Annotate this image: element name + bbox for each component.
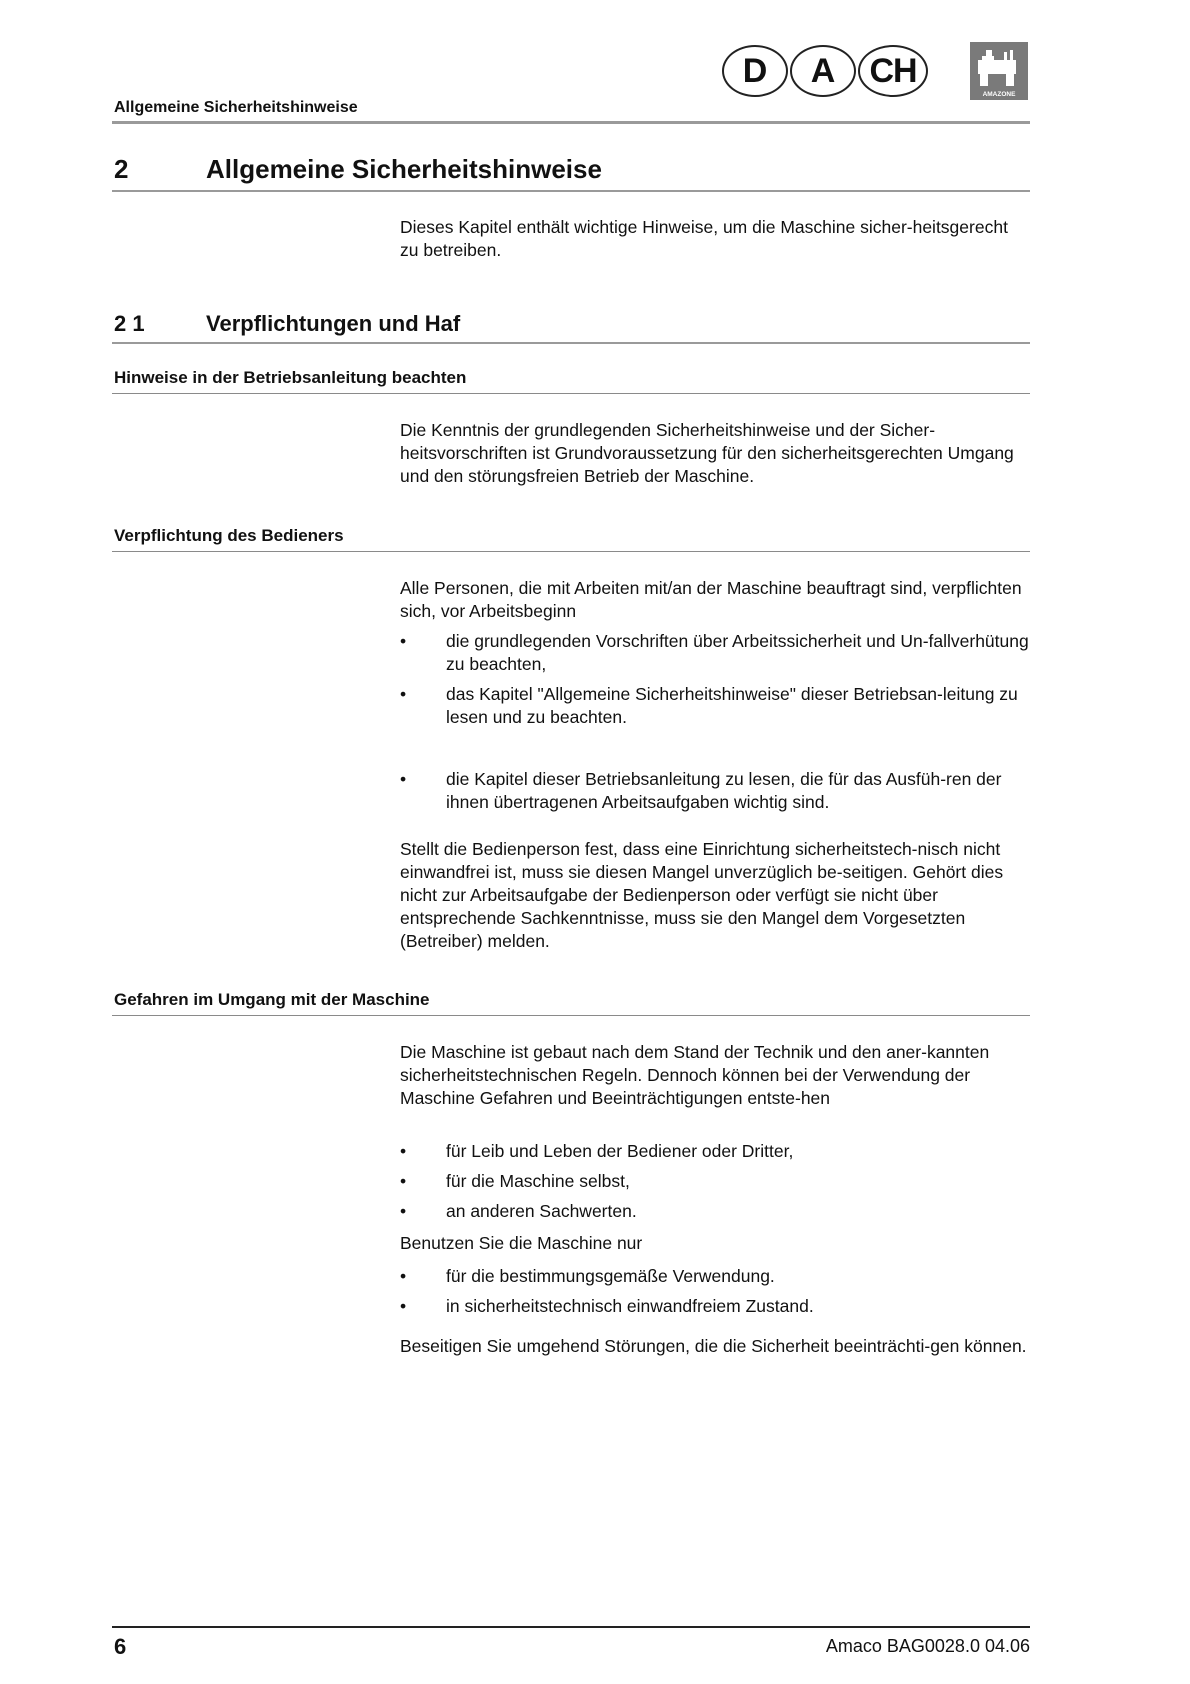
bullet-icon: • (400, 684, 407, 704)
country-badge-a: A (790, 45, 856, 97)
section-number: 2 1 (114, 311, 145, 336)
subsection-divider (112, 1015, 1030, 1016)
list-item: • die grundlegenden Vorschriften über Arbeitssicherheit und Un-fallverhütung zu beachten, (400, 631, 1029, 674)
chapter-heading (114, 154, 602, 185)
paragraph: Benutzen Sie die Maschine nur (400, 1233, 643, 1253)
bullet-icon: • (400, 1266, 407, 1286)
bullet-icon: • (400, 1201, 407, 1221)
amazone-logo (970, 42, 1028, 100)
paragraph: Alle Personen, die mit Arbeiten mit/an der Maschine beauftragt sind, verpflichten sich, vor Arbeitsbeginn (400, 578, 1022, 621)
bullet-list (400, 1140, 1030, 1230)
subsection-heading: Hinweise in der Betriebsanleitung beachten (114, 368, 467, 387)
chapter-number: 2 (114, 154, 129, 184)
page-number: 6 (114, 1634, 127, 1659)
chapter-divider (112, 190, 1030, 192)
footer-divider (112, 1626, 1030, 1628)
list-item: • die Kapitel dieser Betriebsanleitung zu lesen, die für das Ausfüh-ren der ihnen übertragenen Arbeitsaufgaben wichtig sind. (400, 769, 1002, 812)
bullet-icon: • (400, 1171, 407, 1191)
paragraph: Die Maschine ist gebaut nach dem Stand der Technik und den aner-kannten sicherheitstechnischen Regeln. Dennoch können bei der Verwendung der Maschine Gefahren und Beeinträchtigungen entste-hen (400, 1042, 990, 1108)
section-divider (112, 342, 1030, 344)
bullet-list (400, 1265, 1030, 1325)
header-divider (112, 121, 1030, 124)
country-badges (722, 45, 930, 97)
logo-text: AMAZONE (982, 91, 1016, 98)
list-item: • in sicherheitstechnisch einwandfreiem Zustand. (400, 1296, 814, 1316)
running-header-title: Allgemeine Sicherheitshinweise (114, 99, 358, 116)
section-title: Verpflichtungen und Haf (206, 311, 461, 336)
chapter-intro: Dieses Kapitel enthält wichtige Hinweise, um die Maschine sicher-heitsgerecht zu betreiben. (400, 217, 1008, 260)
list-item: • an anderen Sachwerten. (400, 1201, 637, 1221)
bullet-icon: • (400, 769, 407, 789)
bullet-list (400, 768, 1030, 821)
bullet-icon: • (400, 631, 407, 651)
paragraph: Beseitigen Sie umgehend Störungen, die die Sicherheit beeinträchti-gen können. (400, 1336, 1027, 1356)
bullet-icon: • (400, 1296, 407, 1316)
section-heading (114, 311, 460, 337)
subsection-divider (112, 551, 1030, 552)
list-item: • für die bestimmungsgemäße Verwendung. (400, 1266, 775, 1286)
subsection-heading: Verpflichtung des Bedieners (114, 526, 344, 545)
document-reference: Amaco BAG0028.0 04.06 (825, 1636, 1030, 1656)
paragraph: Stellt die Bedienperson fest, dass eine Einrichtung sicherheitstech-nisch nicht einwandfrei ist, muss sie diesen Mangel unverzüglich be-seitigen. Gehört dies nicht zur Arbeitsaufgabe der Bedienperson oder verfügt sie nicht über entsprechende Sachkenntnisse, muss sie den Mangel dem Vorgesetzten (Betreiber) melden. (400, 839, 1004, 951)
country-badge-d: D (722, 45, 788, 97)
country-badge-ch: CH (858, 45, 928, 97)
subsection-heading: Gefahren im Umgang mit der Maschine (114, 990, 430, 1009)
list-item: • für Leib und Leben der Bediener oder Dritter, (400, 1141, 794, 1161)
bullet-icon: • (400, 1141, 407, 1161)
list-item: • für die Maschine selbst, (400, 1171, 630, 1191)
list-item: • das Kapitel "Allgemeine Sicherheitshinweise" dieser Betriebsan-leitung zu lesen und zu beachten. (400, 684, 1018, 727)
subsection-divider (112, 393, 1030, 394)
paragraph: Die Kenntnis der grundlegenden Sicherheitshinweise und der Sicher-heitsvorschriften ist Grundvoraussetzung für den sicherheitsgerechten Umgang und den störungsfreien Betrieb der Maschine. (400, 420, 1014, 486)
chapter-title: Allgemeine Sicherheitshinweise (206, 154, 602, 184)
bullet-list (400, 630, 1030, 736)
